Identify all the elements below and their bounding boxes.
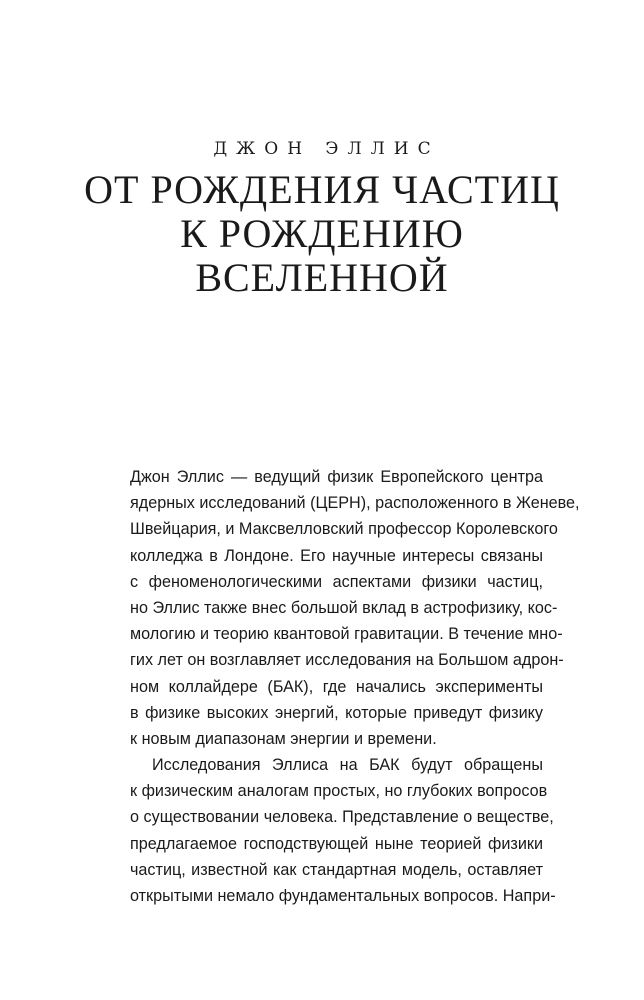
author-name: ДЖОН ЭЛЛИС xyxy=(213,139,440,159)
text-line: колледжа в Лондоне. Его научные интересы связаны xyxy=(130,546,543,565)
text-line: частиц, известной как стандартная модель, оставляет xyxy=(130,860,543,879)
text-line: открытыми немало фундаментальных вопросов. Напри- xyxy=(130,887,556,905)
text-line: к физическим аналогам простых, но глубоких вопросов xyxy=(130,782,548,801)
title-line: К РОЖДЕНИЮ xyxy=(180,211,464,256)
text-line: в физике высоких энергий, которые приведут физику xyxy=(130,703,543,722)
title-line: ВСЕЛЕННОЙ xyxy=(195,255,449,300)
text-line: Швейцария, и Максвелловский профессор Королевского xyxy=(130,520,558,539)
text-line: к новым диапазонам энергии и времени. xyxy=(130,729,437,748)
text-line: предлагаемое господствующей ныне теорией физики xyxy=(130,834,543,853)
paragraph-1 xyxy=(130,464,580,752)
text-line: с феноменологическими аспектами физики частиц, xyxy=(130,572,543,591)
text-line: гих лет он возглавляет исследования на Большом адрон- xyxy=(130,651,564,670)
text-line: но Эллис также внес большой вклад в астрофизику, кос- xyxy=(130,598,558,617)
text-line: Джон Эллис — ведущий физик Европейского центра xyxy=(130,468,543,486)
paragraph-2 xyxy=(130,752,556,909)
author-bio xyxy=(130,464,580,909)
text-line: ном коллайдере (БАК), где начались эксперименты xyxy=(130,677,543,696)
text-line: ядерных исследований (ЦЕРН), расположенного в Женеве, xyxy=(130,494,580,513)
title-line: ОТ РОЖДЕНИЯ ЧАСТИЦ xyxy=(84,167,560,212)
text-line: о существовании человека. Представление о веществе, xyxy=(130,808,554,827)
book-title xyxy=(0,168,644,300)
text-line: Исследования Эллиса на БАК будут обращены xyxy=(152,756,543,775)
text-line: мологию и теорию квантовой гравитации. В течение мно- xyxy=(130,625,563,644)
